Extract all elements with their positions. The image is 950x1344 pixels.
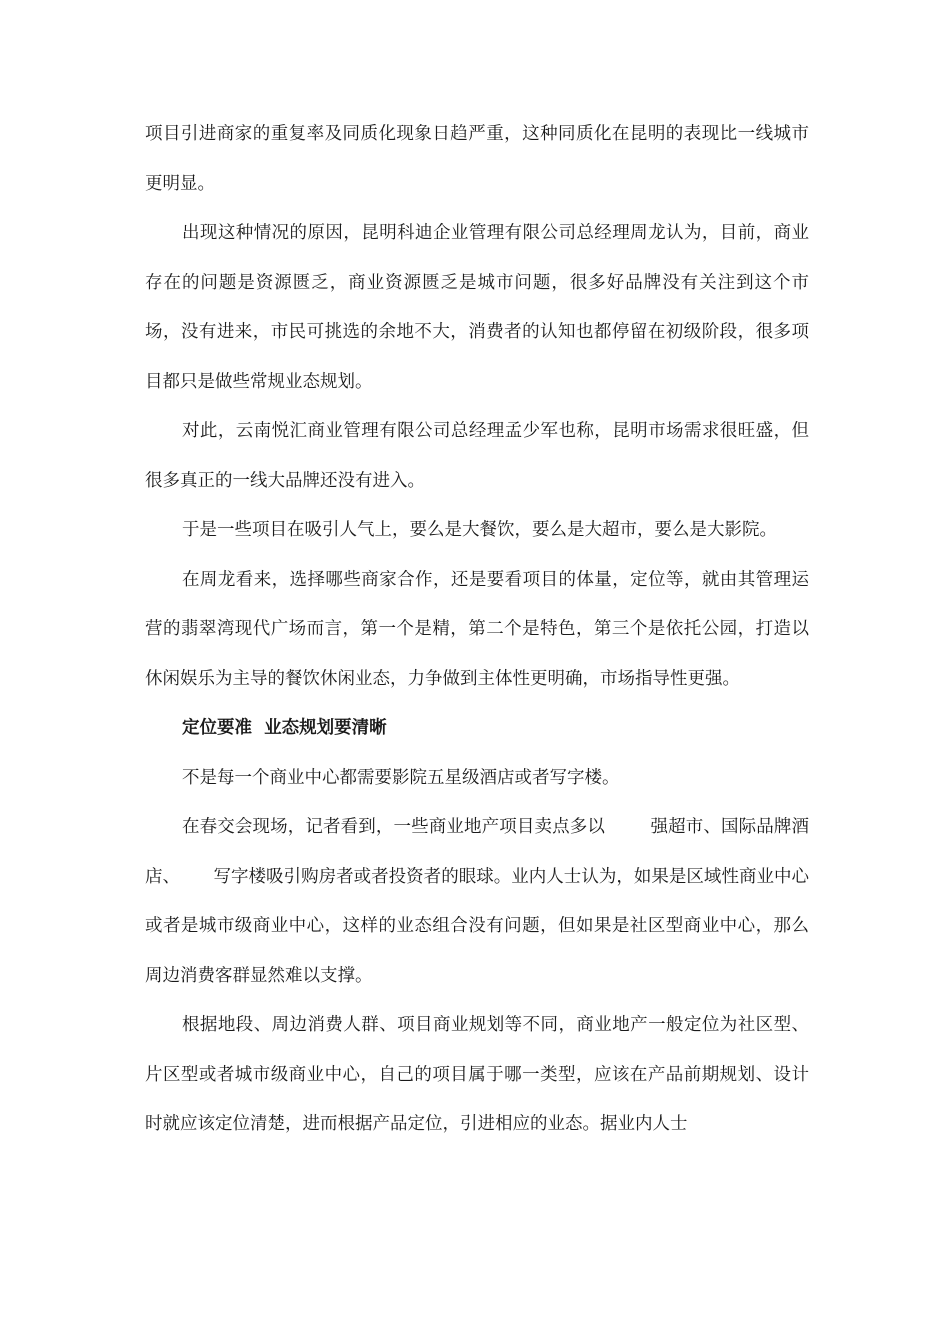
paragraph-project-positioning: 在周龙看来，选择哪些商家合作，还是要看项目的体量，定位等，就由其管理运营的翡翠湾现代广场而言，第一个是精，第二个是特色，第三个是依托公园，打造以休闲娱乐为主导的餐饮休闲业态，力争做到主体性更明确，市场指导性更强。	[145, 569, 809, 689]
paragraph-homogenization: 项目引进商家的重复率及同质化现象日趋严重，这种同质化在昆明的表现比一线城市更明显。	[145, 124, 809, 194]
paragraph-anchor-tenants: 于是一些项目在吸引人气上，要么是大餐饮，要么是大超市，要么是大影院。	[182, 520, 777, 540]
paragraph-market-demand: 对此，云南悦汇商业管理有限公司总经理孟少军也称，昆明市场需求很旺盛，但很多真正的一线大品牌还没有进入。	[145, 421, 809, 491]
paragraph-not-every-center: 不是每一个商业中心都需要影院五星级酒店或者写字楼。	[182, 767, 620, 788]
paragraph-cause-analysis: 出现这种情况的原因，昆明科迪企业管理有限公司总经理周龙认为，目前，商业存在的问题是资源匮乏，商业资源匮乏是城市问题，很多好品牌没有关注到这个市场，没有进来，市民可挑选的余地不大，消费者的认知也都停留在初级阶段，很多项目都只是做些常规业态规划。	[145, 223, 809, 392]
section-heading: 定位要准 业态规划要清晰	[182, 718, 387, 738]
paragraph-positioning-types: 根据地段、周边消费人群、项目商业规划等不同，商业地产一般定位为社区型、片区型或者城市级商业中心，自己的项目属于哪一类型，应该在产品前期规划、设计时就应该定位清楚，进而根据产品定位，引进相应的业态。据业内人士	[145, 1015, 809, 1134]
paragraph-trade-fair: 在春交会现场，记者看到，一些商业地产项目卖点多以 强超市、国际品牌酒店、 写字楼吸引购房者或者投资者的眼球。业内人士认为，如果是区域性商业中心或者是城市级商业中心，这样的业态组合没有问题，但如果是社区型商业中心，那么周边消费客群显然难以支撑。	[145, 817, 809, 986]
document-body	[145, 110, 809, 1150]
